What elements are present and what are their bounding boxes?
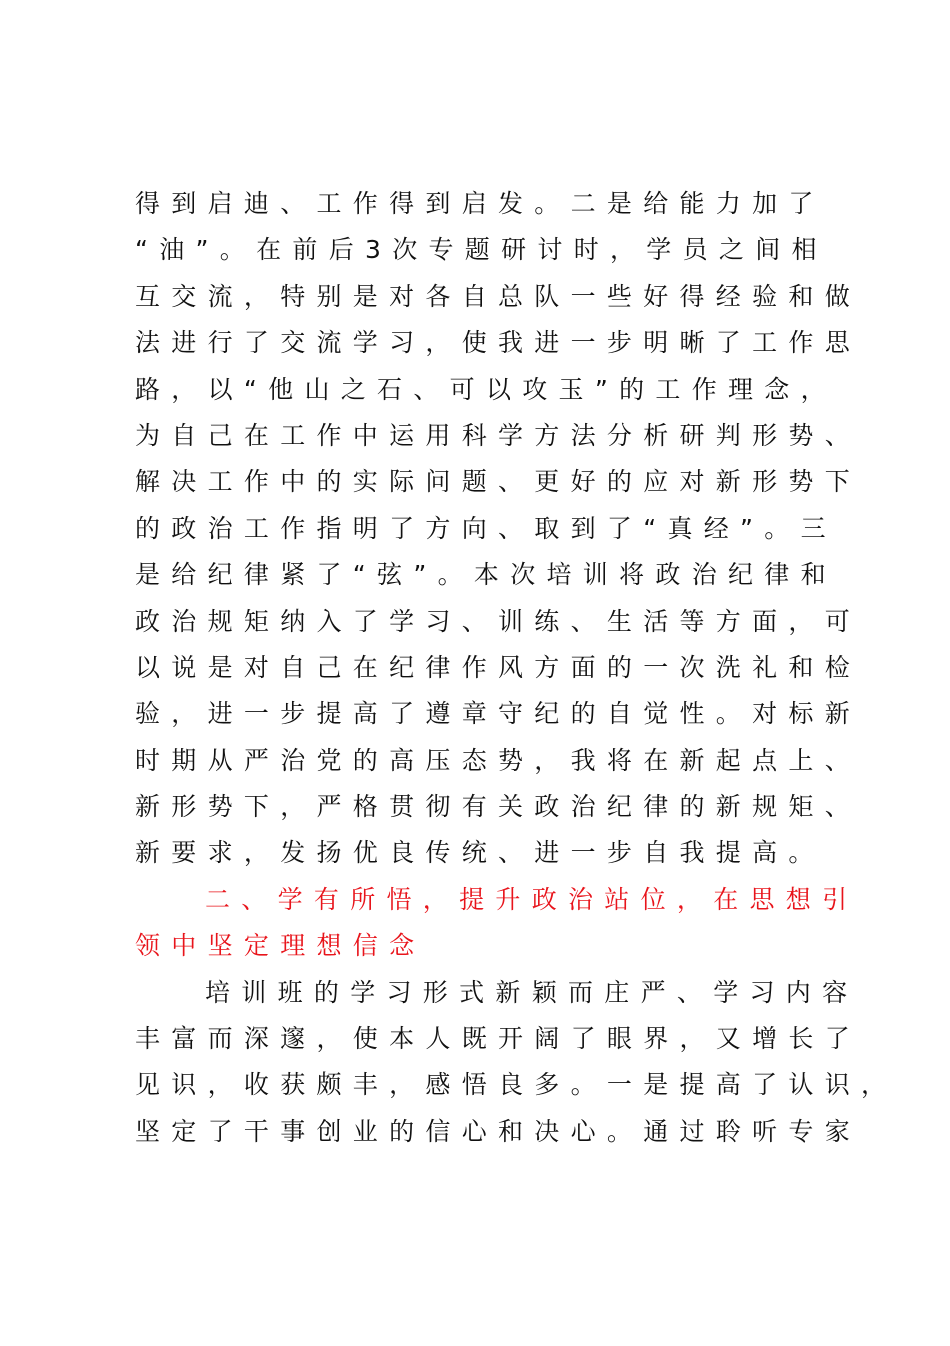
- body-line: 见识，收获颇丰，感悟良多。一是提高了认识，: [135, 1070, 898, 1100]
- body-line: 路，以“他山之石、可以攻玉”的工作理念，: [135, 374, 837, 404]
- section-heading-line-1: 二、学有所悟，提升政治站位，在思想引: [205, 884, 859, 914]
- paragraph-first-line: 培训班的学习形式新颖而庄严、学习内容: [205, 977, 859, 1007]
- body-line: 是给纪律紧了“弦”。本次培训将政治纪律和: [135, 560, 837, 590]
- section-heading-line-2: 领中坚定理想信念: [135, 931, 426, 961]
- body-line: 法进行了交流学习，使我进一步明晰了工作思: [135, 328, 862, 358]
- body-line: 解决工作中的实际问题、更好的应对新形势下: [135, 467, 862, 497]
- body-line: 互交流，特别是对各自总队一些好得经验和做: [135, 281, 862, 311]
- body-line: 时期从严治党的高压态势，我将在新起点上、: [135, 745, 862, 775]
- document-body: [135, 181, 898, 1155]
- body-line: 新形势下，严格贯彻有关政治纪律的新规矩、: [135, 792, 862, 822]
- body-line: 坚定了干事创业的信心和决心。通过聆听专家: [135, 1116, 862, 1146]
- body-line: 丰富而深邃，使本人既开阔了眼界，又增长了: [135, 1024, 862, 1054]
- body-line: “油”。在前后3次专题研讨时，学员之间相: [135, 235, 828, 265]
- body-line: 政治规矩纳入了学习、训练、生活等方面，可: [135, 606, 862, 636]
- body-line: 的政治工作指明了方向、取到了“真经”。三: [135, 513, 837, 543]
- body-line: 验，进一步提高了遵章守纪的自觉性。对标新: [135, 699, 862, 729]
- body-line: 以说是对自己在纪律作风方面的一次洗礼和检: [135, 652, 862, 682]
- body-line: 得到启迪、工作得到启发。二是给能力加了: [135, 189, 825, 218]
- body-line: 新要求，发扬优良传统、进一步自我提高。: [135, 838, 825, 868]
- body-line: 为自己在工作中运用科学方法分析研判形势、: [135, 420, 862, 450]
